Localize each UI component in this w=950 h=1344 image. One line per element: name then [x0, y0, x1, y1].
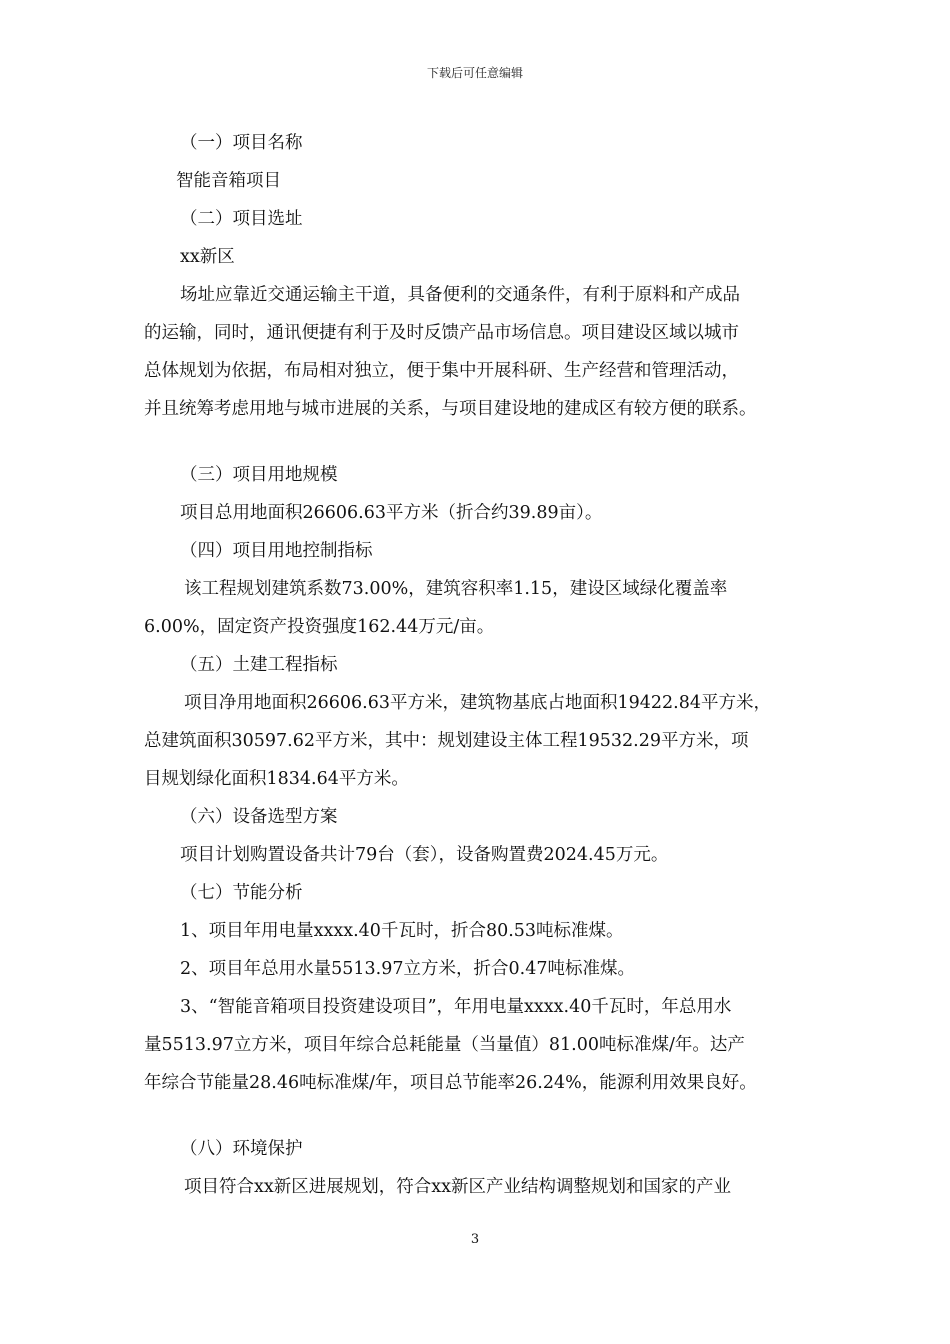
construction-line-3: 目规划绿化面积1834.64平方米。 — [144, 769, 409, 789]
site-paragraph-line-1: 场址应靠近交通运输主干道，具备便利的交通条件，有利于原料和产成品 — [180, 285, 740, 305]
page-number: 3 — [470, 1232, 480, 1247]
section-heading-5: （五）土建工程指标 — [180, 655, 338, 675]
energy-item-1: 1、项目年用电量xxxx.40千瓦时，折合80.53吨标准煤。 — [180, 921, 624, 941]
page-header: 下载后可任意编辑 — [426, 66, 523, 80]
land-control-line-2: 6.00%，固定资产投资强度162.44万元/亩。 — [144, 617, 495, 637]
site-paragraph-line-4: 并且统筹考虑用地与城市进展的关系，与项目建设地的建成区有较方便的联系。 — [144, 399, 757, 419]
energy-item-3-line-1: 3、“智能音箱项目投资建设项目”，年用电量xxxx.40千瓦时，年总用水 — [180, 997, 732, 1017]
energy-item-3-line-3: 年综合节能量28.46吨标准煤/年，项目总节能率26.24%，能源利用效果良好。 — [144, 1073, 757, 1093]
environment-line-1: 项目符合xx新区进展规划，符合xx新区产业结构调整规划和国家的产业 — [184, 1177, 731, 1197]
section-heading-7: （七）节能分析 — [180, 883, 303, 903]
section-heading-8: （八）环境保护 — [180, 1139, 303, 1159]
site-paragraph-line-2: 的运输，同时，通讯便捷有利于及时反馈产品市场信息。项目建设区域以城市 — [144, 323, 739, 343]
equipment-text: 项目计划购置设备共计79台（套），设备购置费2024.45万元。 — [180, 845, 669, 865]
project-location: xx新区 — [180, 247, 235, 267]
section-heading-6: （六）设备选型方案 — [180, 807, 338, 827]
project-name: 智能音箱项目 — [176, 171, 281, 191]
section-heading-4: （四）项目用地控制指标 — [180, 541, 373, 561]
construction-line-2: 总建筑面积30597.62平方米，其中：规划建设主体工程19532.29平方米，项 — [144, 731, 749, 751]
land-area-text: 项目总用地面积26606.63平方米（折合约39.89亩）。 — [180, 503, 603, 523]
section-heading-2: （二）项目选址 — [180, 209, 303, 229]
site-paragraph-line-3: 总体规划为依据，布局相对独立，便于集中开展科研、生产经营和管理活动， — [144, 361, 739, 381]
energy-item-3-line-2: 量5513.97立方米，项目年综合总耗能量（当量值）81.00吨标准煤/年。达产 — [144, 1035, 745, 1055]
land-control-line-1: 该工程规划建筑系数73.00%，建筑容积率1.15，建设区域绿化覆盖率 — [184, 579, 728, 599]
document-body — [144, 124, 812, 1206]
energy-item-2: 2、项目年总用水量5513.97立方米，折合0.47吨标准煤。 — [180, 959, 635, 979]
section-heading-3: （三）项目用地规模 — [180, 465, 338, 485]
section-heading-1: （一）项目名称 — [180, 133, 303, 153]
construction-line-1: 项目净用地面积26606.63平方米，建筑物基底占地面积19422.84平方米， — [184, 693, 772, 713]
